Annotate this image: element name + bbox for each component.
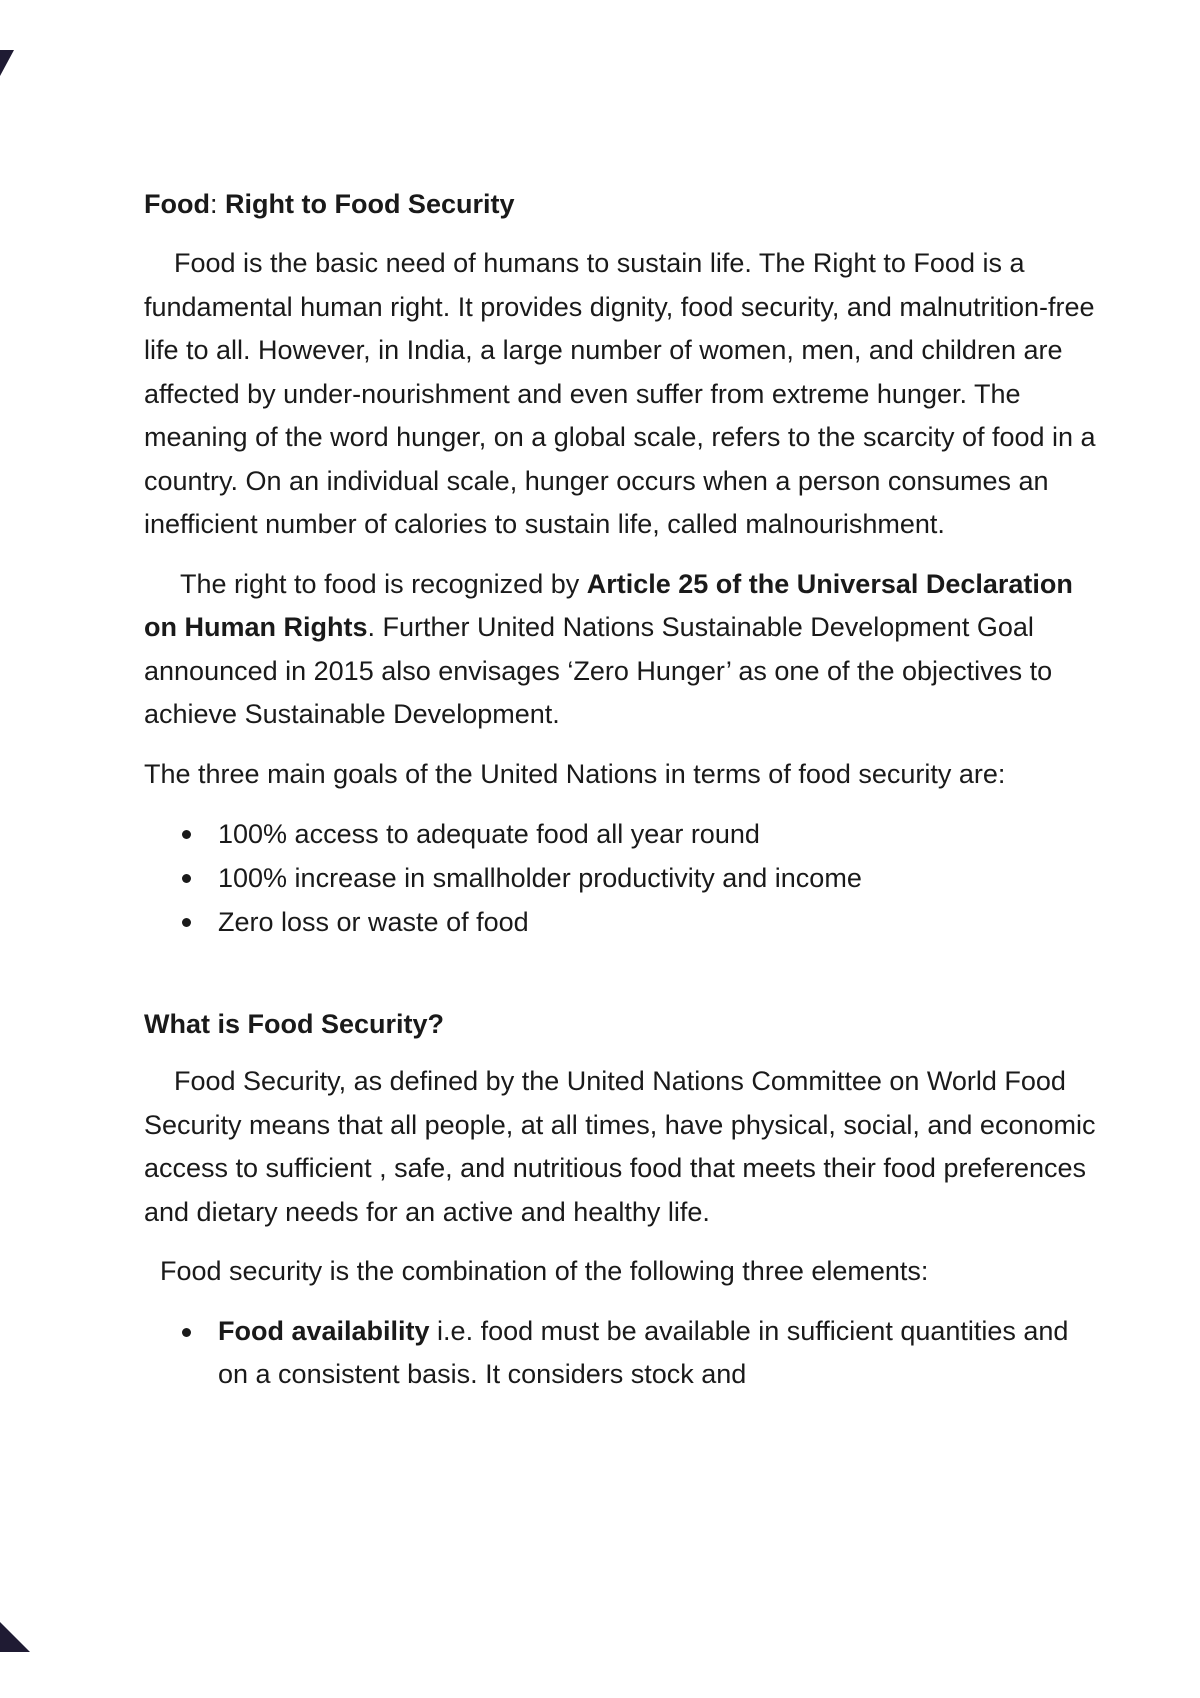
paragraph-food-security-definition: Food Security, as defined by the United Nations Committee on World Food Security means that all people, at all times, have physical, social, and economic access to sufficient , safe, and nutritious food that meets their food preferences and dietary needs for an active and healthy life. [144, 1066, 1096, 1227]
goals-list [144, 812, 1104, 944]
list-item [144, 900, 1104, 944]
article-25-reference: Article 25 of the Universal Declaration on Human Rights [144, 568, 1073, 642]
list-item-text: 100% increase in smallholder productivity and income [218, 863, 862, 893]
paragraph-right-to-food-recognized [144, 563, 1104, 737]
corner-decoration-top [0, 50, 14, 76]
paragraph-text-start: The right to food is recognized by [180, 568, 587, 599]
paragraph-text-end: . Further United Nations Sustainable Development Goal announced in 2015 also envisages ‘Zero Hunger’ as one of the objectives to achieve Sustainable Development. [144, 612, 1053, 729]
section-spacer [144, 944, 1104, 1006]
list-item-text: Zero loss or waste of food [218, 907, 529, 937]
paragraph-three-main-goals: The three main goals of the United Nations in terms of food security are: [144, 758, 1006, 789]
list-item [144, 1310, 1104, 1397]
bullet-icon [182, 830, 191, 839]
bullet-icon [182, 874, 191, 883]
corner-decoration-bottom [0, 1622, 30, 1652]
section-heading-what-is-food-security: What is Food Security? [144, 1009, 445, 1039]
list-item-text: 100% access to adequate food all year round [218, 819, 760, 849]
section-heading-right-to-food [144, 186, 1104, 222]
bullet-icon [182, 918, 191, 927]
paragraph-food-basic-need: Food is the basic need of humans to sustain life. The Right to Food is a fundamental human right. It provides dignity, food security, and malnutrition-free life to all. However, in India, a large number of women, men, and children are affected by under-nourishment and even suffer from extreme hunger. The meaning of the word hunger, on a global scale, refers to the scarcity of food in a country. On an individual scale, hunger occurs when a person consumes an inefficient number of calories to sustain life, called malnourishment. [144, 248, 1096, 539]
element-text: i.e. food must be available in sufficient quantities and on a consistent basis. It considers stock and [218, 1315, 1069, 1389]
list-item [144, 812, 1104, 856]
heading-colon: : [209, 189, 218, 219]
elements-list [144, 1310, 1104, 1397]
heading-rest: Right to Food Security [217, 189, 515, 219]
paragraph-three-elements: Food security is the combination of the following three elements: [160, 1256, 929, 1286]
heading-prefix: Food [144, 189, 210, 219]
bullet-icon [182, 1328, 191, 1337]
list-item [144, 856, 1104, 900]
document-page [144, 186, 1104, 1397]
element-title: Food availability [218, 1315, 430, 1346]
